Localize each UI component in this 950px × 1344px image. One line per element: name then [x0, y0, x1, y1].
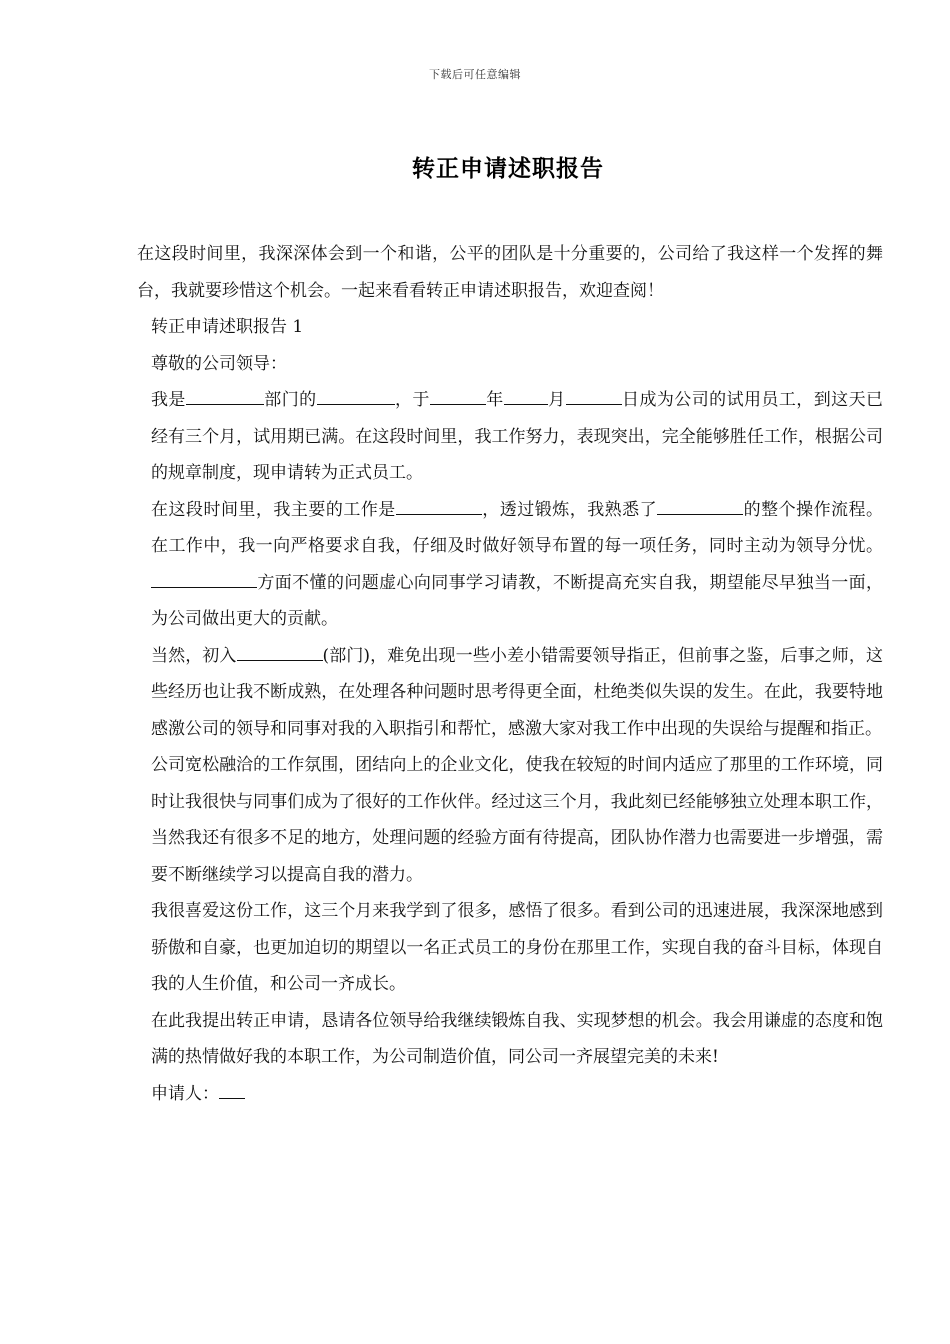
- blank-signature: [219, 1080, 245, 1099]
- blank-name: [186, 386, 264, 405]
- paragraph-2: [137, 492, 883, 638]
- p1-text-e: 月: [547, 390, 566, 410]
- p1-text-f: 日成为公司的试用员工，到这天已经有三个月，试用期已满。在这段时间里，我工作努力，表现突出，完全能够胜任工作，根据公司的规章制度，现申请转为正式员工。: [151, 390, 884, 483]
- salutation: 尊敬的公司领导：: [151, 353, 287, 374]
- paragraph-4: 公司宽松融洽的工作氛围，团结向上的企业文化，使我在较短的时间内适应了那里的工作环境，同时让我很快与同事们成为了很好的工作伙伴。经过这三个月，我此刻已经能够独立处理本职工作，当然我还有很多不足的地方，处理问题的经验方面有待提高，团队协作潜力也需要进一步增强，需要不断继续学习以提高自我的潜力。: [151, 755, 883, 885]
- section-heading: 转正申请述职报告 1: [151, 317, 304, 337]
- signature-label: 申请人：: [151, 1083, 219, 1104]
- document-title: 转正申请述职报告: [412, 156, 604, 182]
- document-body: [137, 236, 883, 1112]
- blank-year: [430, 386, 486, 405]
- p1-text-b: 部门的: [263, 390, 317, 410]
- intro-paragraph: 在这段时间里，我深深体会到一个和谐，公平的团队是十分重要的，公司给了我这样一个发挥的舞台，我就要珍惜这个机会。一起来看看转正申请述职报告，欢迎查阅！: [137, 244, 883, 301]
- p1-text-d: 年: [485, 390, 504, 410]
- blank-department: [237, 642, 323, 661]
- paragraph-3: [137, 638, 883, 748]
- p2-text-d: 方面不懂的问题虚心向同事学习请教，不断提高充实自我，期望能尽早独当一面，为公司做出更大的贡献。: [151, 572, 883, 629]
- blank-process: [657, 496, 743, 515]
- p3-text-a: 当然，初入: [151, 645, 237, 666]
- p1-text-c: ，于: [394, 390, 430, 410]
- blank-month: [504, 386, 548, 405]
- p2-text-a: 在这段时间里，我主要的工作是: [151, 499, 396, 520]
- paragraph-6: 在此我提出转正申请，恳请各位领导给我继续锻炼自我、实现梦想的机会。我会用谦虚的态度和饱满的热情做好我的本职工作，为公司制造价值，同公司一齐展望完美的未来!: [151, 1010, 883, 1067]
- blank-area: [151, 569, 257, 588]
- p2-text-b: ，透过锻炼，我熟悉了: [481, 499, 658, 520]
- paragraph-5: 我很喜爱这份工作，这三个月来我学到了很多，感悟了很多。看到公司的迅速进展，我深深地感到骄傲和自豪，也更加迫切的期望以一名正式员工的身份在那里工作，实现自我的奋斗目标，体现自我的人生价值，和公司一齐成长。: [151, 901, 883, 994]
- header-note: 下载后可任意编辑: [429, 68, 521, 81]
- blank-day: [566, 386, 622, 405]
- p3-text-b: (部门)，难免出现一些小差小错需要领导指正，但前事之鉴，后事之师，这些经历也让我不断成熟，在处理各种问题时思考得更全面，杜绝类似失误的发生。在此，我要特地感激公司的领导和同事对我的入职指引和帮忙，感激大家对我工作中出现的失误给与提醒和指正。: [151, 645, 884, 739]
- signature-line: [137, 1076, 883, 1113]
- blank-position: [317, 386, 395, 405]
- paragraph-1: [137, 382, 883, 492]
- p1-text-a: 我是: [151, 390, 186, 410]
- blank-main-work: [396, 496, 482, 515]
- p2-text-c: 的整个操作流程。在工作中，我一向严格要求自我，仔细及时做好领导布置的每一项任务，同时主动为领导分忧。: [151, 499, 884, 556]
